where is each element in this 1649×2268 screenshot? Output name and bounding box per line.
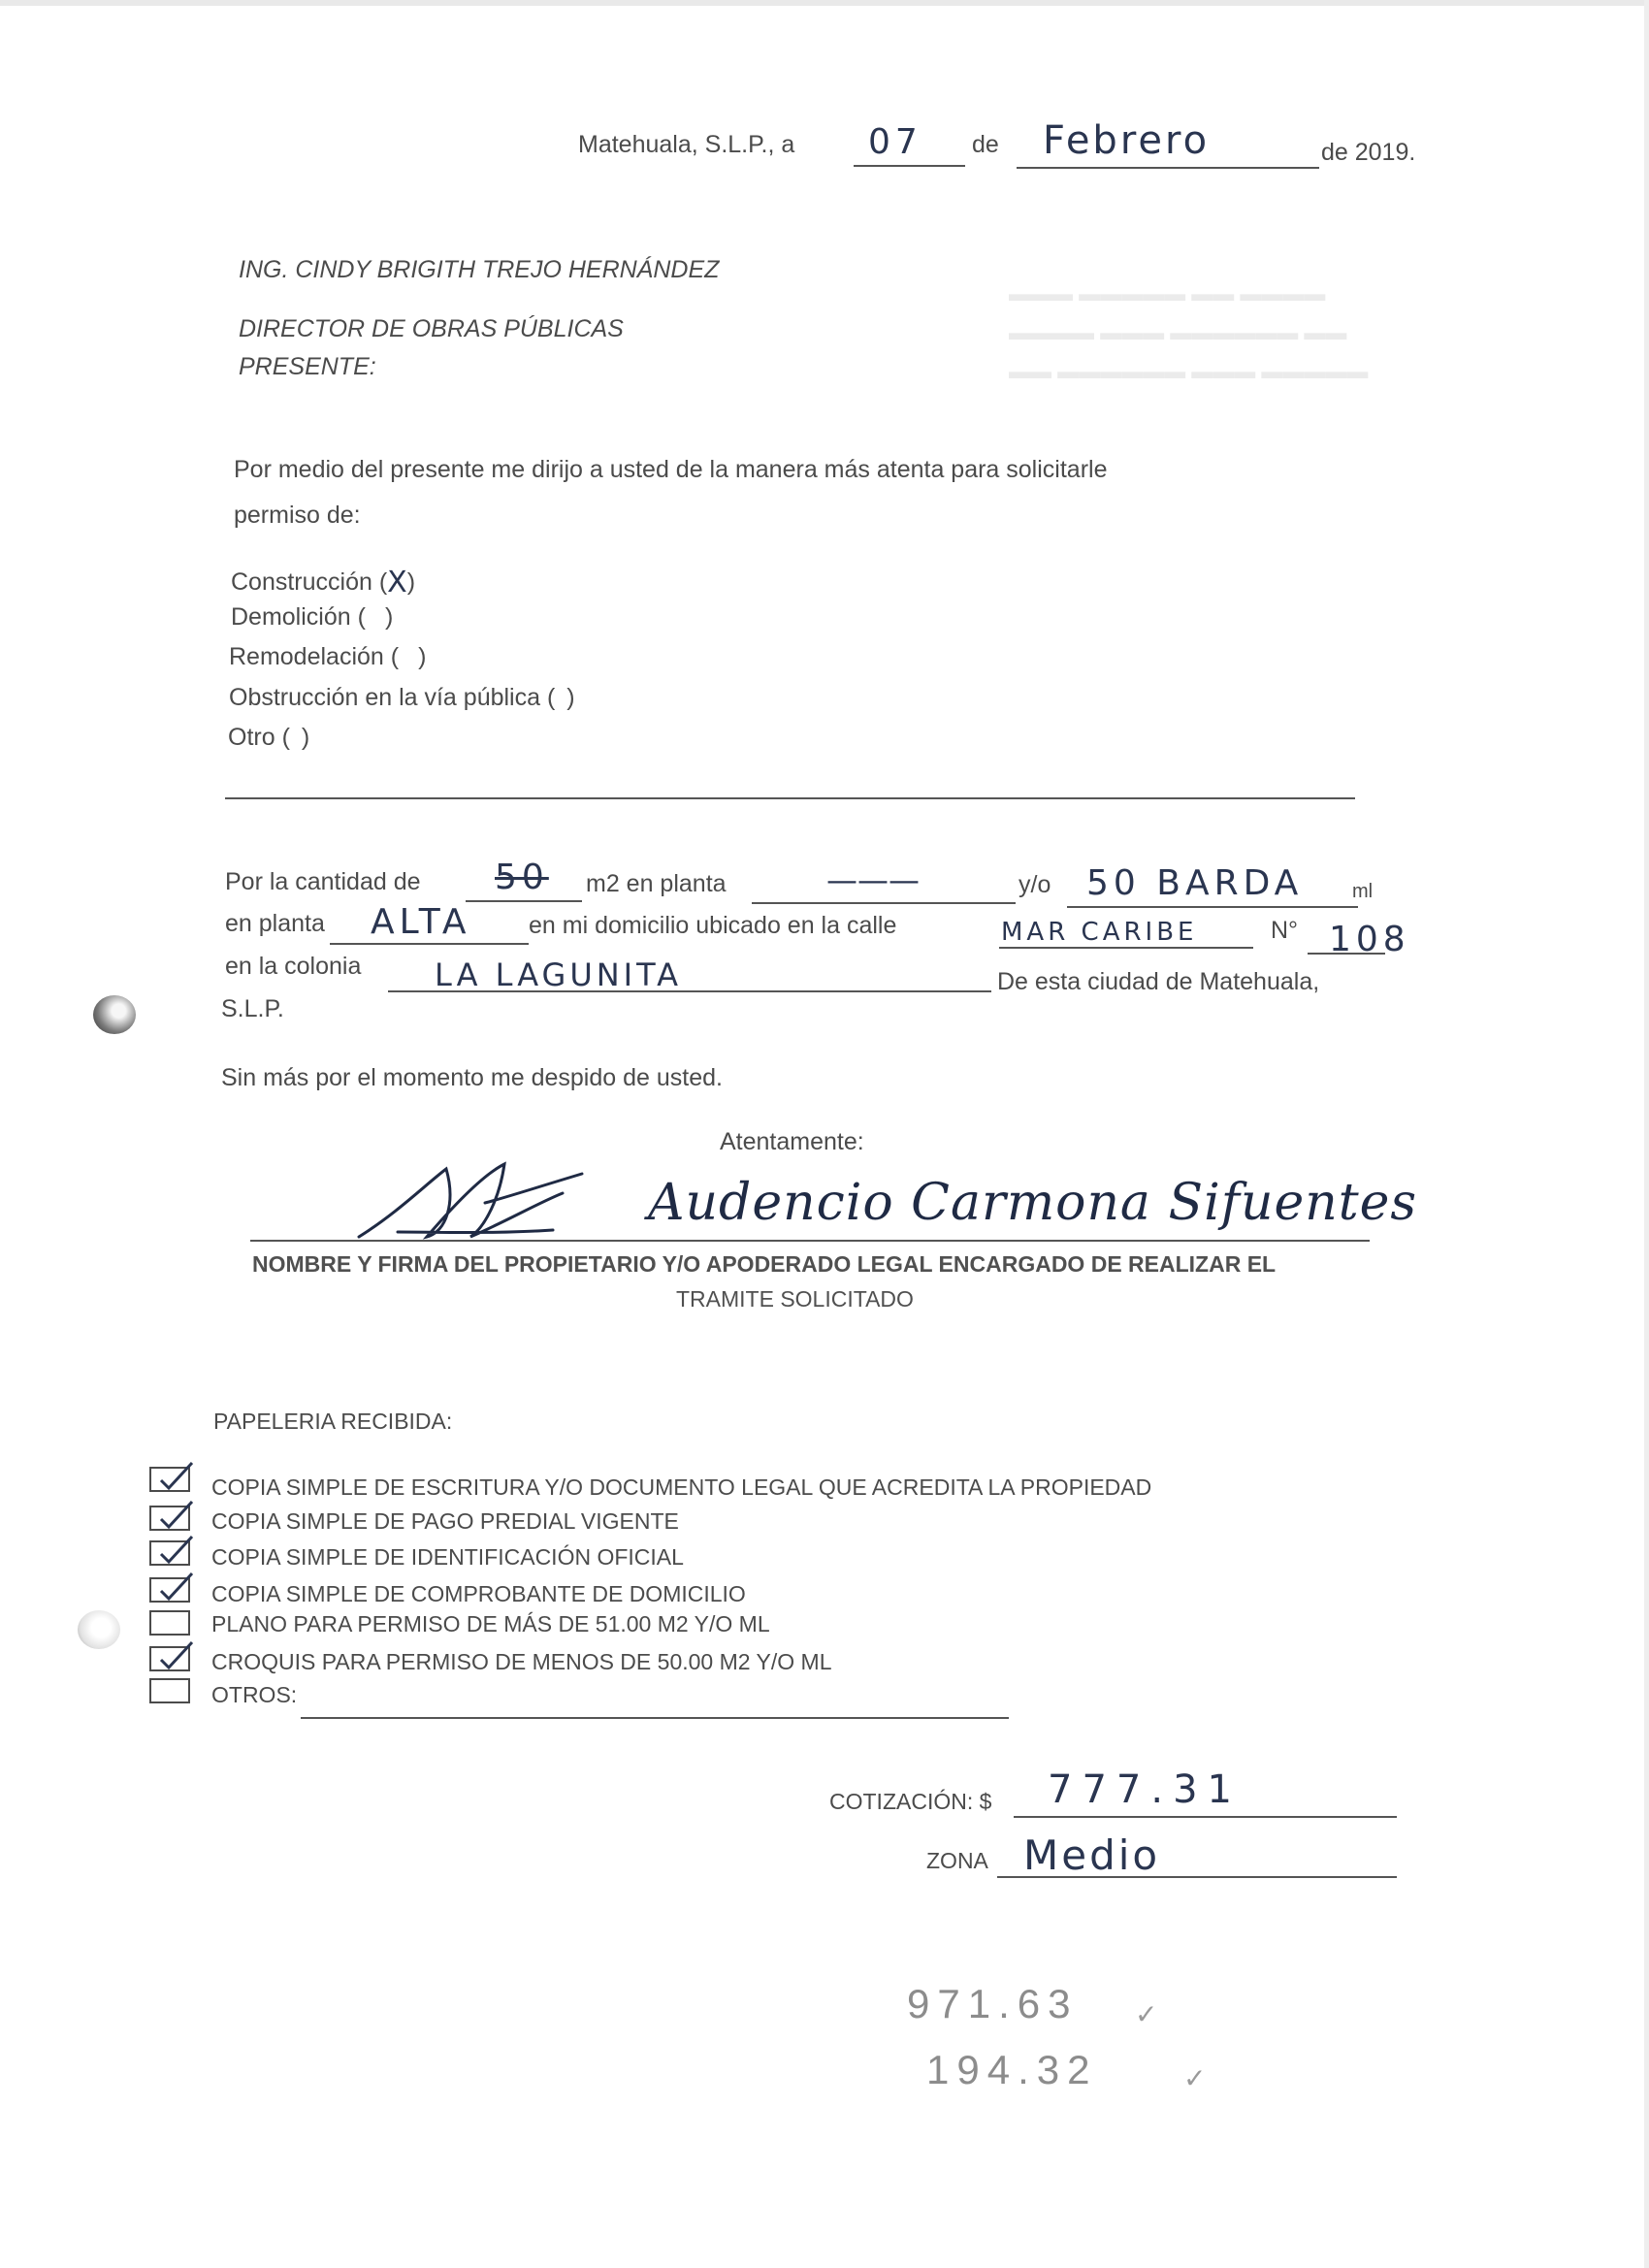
papeleria-item-label: COPIA SIMPLE DE PAGO PREDIAL VIGENTE [211, 1508, 679, 1534]
qty-label: Por la cantidad de [225, 868, 421, 895]
papeleria-title: PAPELERIA RECIBIDA: [213, 1409, 453, 1434]
signature-line [250, 1240, 1370, 1242]
cotizacion-handwritten: 777.31 [1048, 1767, 1242, 1812]
bleed-through-text: ▬▬▬ ▬▬▬▬▬ ▬▬ ▬▬▬▬ [1009, 281, 1326, 306]
cotizacion-label: COTIZACIÓN: $ [829, 1789, 992, 1814]
option-remodelacion: Remodelación ( ) [229, 643, 427, 670]
addressee-presente: PRESENTE: [239, 353, 376, 380]
papeleria-item-label: CROQUIS PARA PERMISO DE MENOS DE 50.00 M2 Y/O ML [211, 1649, 832, 1674]
ciudad-label: De esta ciudad de Matehuala, [997, 968, 1320, 995]
pencil-note-1: 971.63 [907, 1981, 1079, 2026]
ml-handwritten: 50 BARDA [1086, 863, 1304, 903]
signature-caption-1: NOMBRE Y FIRMA DEL PROPIETARIO Y/O APODERADO LEGAL ENCARGADO DE REALIZAR EL [252, 1251, 1277, 1277]
checkbox-identificacion[interactable] [149, 1540, 190, 1566]
colonia-label: en la colonia [225, 953, 362, 980]
option-otro: Otro ( ) [228, 724, 310, 751]
yo-label: y/o [1018, 871, 1051, 898]
street-handwritten: MAR CARIBE [1001, 918, 1198, 947]
checkbox-escritura[interactable] [149, 1467, 190, 1492]
otro-line [225, 797, 1355, 799]
option-mark: X [387, 566, 407, 599]
en-planta-label: en planta [225, 910, 325, 937]
option-construccion: Construcción (X) [231, 566, 416, 599]
street-line [999, 947, 1253, 949]
pencil-check-icon: ✓ [1183, 2063, 1207, 2093]
pencil-note-2: 194.32 [926, 2047, 1098, 2092]
checkbox-predial[interactable] [149, 1506, 190, 1531]
option-obstruccion: Obstrucción en la vía pública ( ) [229, 684, 575, 711]
m2-en-planta: m2 en planta [586, 870, 727, 897]
signature-name-handwritten: Audencio Carmona Sifuentes [648, 1174, 1418, 1232]
atentamente: Atentamente: [720, 1128, 864, 1155]
slp-label: S.L.P. [221, 995, 284, 1022]
checkbox-croquis[interactable] [149, 1646, 190, 1671]
intro-line-1: Por medio del presente me dirijo a usted de la manera más atenta para solicitarle [234, 456, 1108, 483]
planta2-handwritten: ALTA [371, 902, 471, 942]
zona-handwritten: Medio [1023, 1831, 1161, 1879]
signature-scribble-icon [340, 1145, 621, 1251]
intro-line-2: permiso de: [234, 502, 361, 529]
papeleria-item-label: COPIA SIMPLE DE IDENTIFICACIÓN OFICIAL [211, 1544, 684, 1570]
despedida: Sin más por el momento me despido de usted. [221, 1064, 723, 1091]
checkbox-domicilio[interactable] [149, 1577, 190, 1603]
zona-label: ZONA [926, 1848, 988, 1873]
planta2-line [330, 943, 529, 945]
numero-handwritten: 108 [1329, 920, 1410, 959]
check-mark-icon [155, 1459, 194, 1492]
signature-caption-2: TRAMITE SOLICITADO [676, 1286, 914, 1312]
bleed-through-text: ▬▬▬▬ ▬▬▬ ▬▬▬▬▬▬ ▬▬ [1009, 320, 1347, 344]
date-year: de 2019. [1321, 139, 1416, 166]
month-handwritten: Febrero [1043, 118, 1211, 163]
planta-handwritten: ——— [826, 861, 920, 898]
checkbox-otros[interactable] [149, 1678, 190, 1703]
scan-edge-top [0, 0, 1649, 6]
domicilio-label: en mi domicilio ubicado en la calle [529, 912, 897, 939]
addressee-position: DIRECTOR DE OBRAS PÚBLICAS [239, 315, 624, 342]
numero-label: N° [1271, 917, 1299, 944]
papeleria-item-label: PLANO PARA PERMISO DE MÁS DE 51.00 M2 Y/O ML [211, 1611, 770, 1636]
date-place: Matehuala, S.L.P., a [578, 131, 795, 158]
month-line [1017, 167, 1319, 169]
check-mark-icon [155, 1498, 194, 1531]
papeleria-item-label: COPIA SIMPLE DE COMPROBANTE DE DOMICILIO [211, 1581, 746, 1606]
planta-line [752, 902, 1016, 904]
check-mark-icon [155, 1638, 194, 1671]
day-handwritten: 07 [868, 122, 922, 162]
papeleria-item-label: OTROS: [211, 1682, 298, 1707]
punch-hole-icon [93, 995, 136, 1034]
colonia-handwritten: LA LAGUNITA [435, 956, 683, 993]
otros-line [301, 1717, 1009, 1719]
ml-line [1067, 906, 1358, 908]
bleed-through-text: ▬▬ ▬▬▬▬▬▬ ▬▬▬ ▬▬▬▬▬ [1009, 359, 1369, 383]
checkbox-plano[interactable] [149, 1610, 190, 1636]
qty-line [466, 900, 582, 902]
day-line [854, 165, 965, 167]
punch-hole-icon [78, 1610, 120, 1649]
pencil-check-icon: ✓ [1135, 1999, 1158, 2029]
check-mark-icon [155, 1533, 194, 1566]
option-demolicion: Demolición ( ) [231, 603, 394, 631]
scan-edge-right [1644, 0, 1649, 2268]
check-mark-icon [155, 1570, 194, 1603]
ml-unit: ml [1352, 881, 1374, 902]
qty-handwritten: 50 [495, 858, 549, 897]
addressee-name: ING. CINDY BRIGITH TREJO HERNÁNDEZ [239, 256, 720, 283]
papeleria-item-label: COPIA SIMPLE DE ESCRITURA Y/O DOCUMENTO LEGAL QUE ACREDITA LA PROPIEDAD [211, 1474, 1152, 1500]
date-de: de [972, 131, 999, 158]
cotizacion-line [1014, 1816, 1397, 1818]
